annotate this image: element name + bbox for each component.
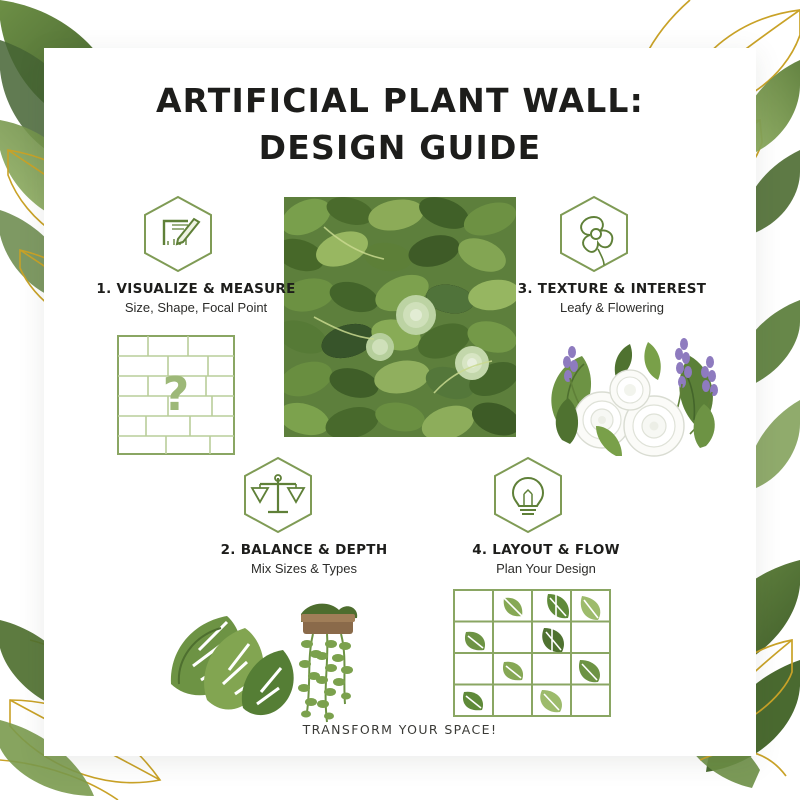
step-3-title: 3. TEXTURE & INTEREST <box>517 281 707 297</box>
page-title <box>44 78 756 172</box>
monstera-leaf-group <box>171 616 294 715</box>
step-1-subtitle: Size, Shape, Focal Point <box>124 300 268 315</box>
ruler-pencil-icon <box>142 195 214 278</box>
step-2-title: 2. BALANCE & DEPTH <box>220 542 388 558</box>
step-2-block <box>174 542 434 576</box>
step-3-block <box>482 281 742 315</box>
step-4-title: 4. LAYOUT & FLOW <box>472 542 620 558</box>
step-3-subtitle: Leafy & Flowering <box>559 300 665 315</box>
brick-wall-question-mark-illustration <box>116 334 236 461</box>
step-4-subtitle: Plan Your Design <box>496 561 596 576</box>
lightbulb-icon <box>492 456 564 539</box>
title-line-1: ARTIFICIAL PLANT WALL: <box>155 81 645 120</box>
plant-wall-panel-photo <box>284 197 516 437</box>
step-1-block <box>66 281 326 315</box>
step-2-subtitle: Mix Sizes & Types <box>251 561 357 576</box>
content-card <box>44 48 756 756</box>
svg-text:?: ? <box>162 367 190 421</box>
trailing-plant-group <box>298 604 357 722</box>
footer-tagline: TRANSFORM YOUR SPACE! <box>302 722 498 737</box>
flower-icon <box>558 195 630 278</box>
grid-layout-leaves-illustration <box>452 588 612 723</box>
step-1-title: 1. VISUALIZE & MEASURE <box>96 281 296 297</box>
title-line-2: DESIGN GUIDE <box>258 127 542 167</box>
step-4-block <box>416 542 676 576</box>
monstera-and-trailing-plant-illustration <box>159 588 359 733</box>
white-roses-and-lavender-bouquet-illustration <box>538 328 738 473</box>
balance-scale-icon <box>242 456 314 539</box>
